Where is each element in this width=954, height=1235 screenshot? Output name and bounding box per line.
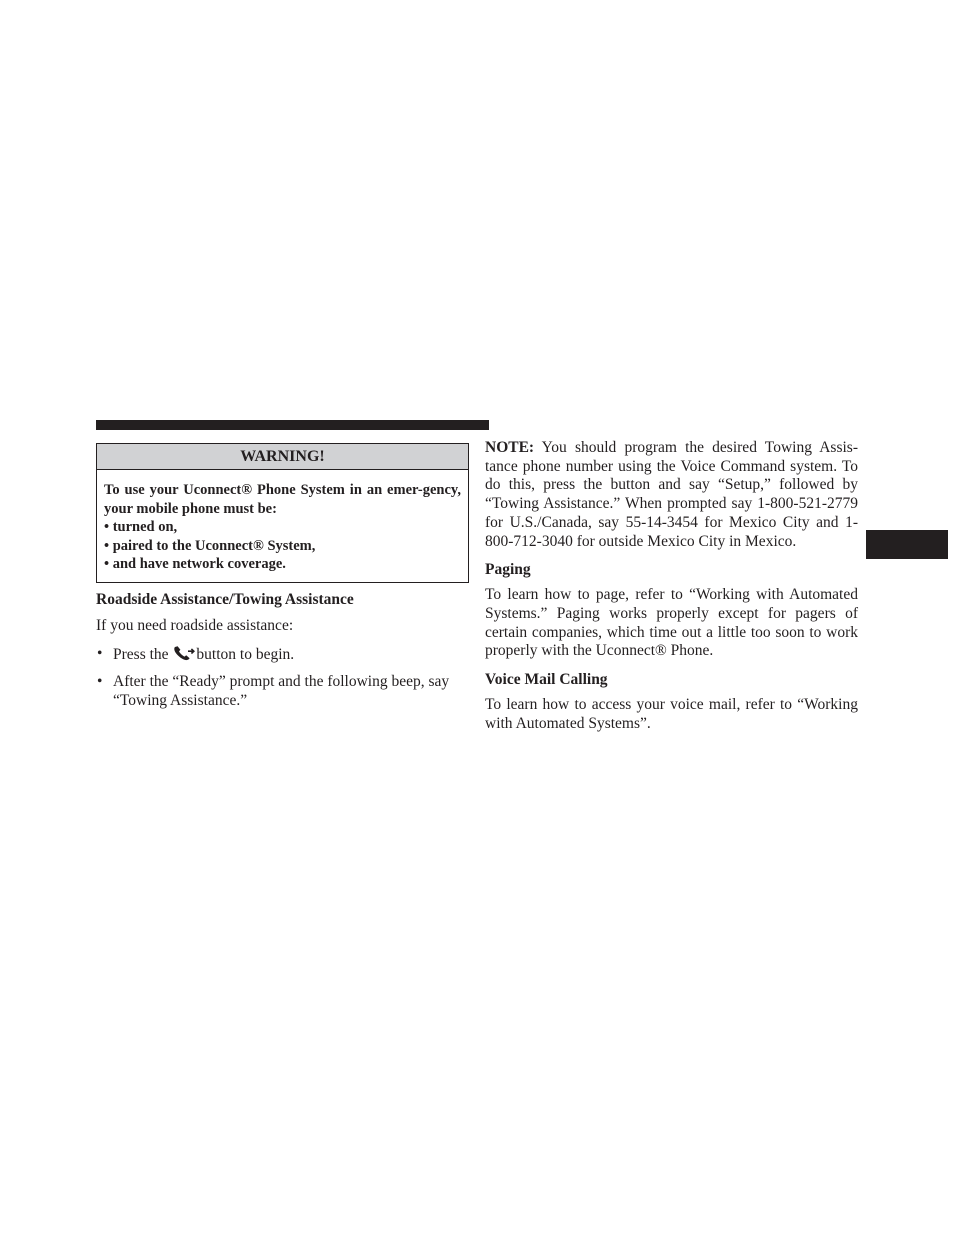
phone-icon (173, 645, 195, 661)
voicemail-heading: Voice Mail Calling (485, 671, 608, 689)
warning-intro: To use your Uconnect® Phone System in an emer-gency, your mobile phone must be: (104, 482, 461, 517)
left-column (96, 443, 469, 711)
paging-text: To learn how to page, refer to “Working with Automated Systems.” Paging works properly except for pagers of certain companies, which time out a little too soon to work properly with the Uconnect® Phone. (485, 586, 858, 660)
roadside-steps (96, 645, 469, 711)
note-label: NOTE: (485, 439, 535, 456)
warning-item: • paired to the Uconnect® System, (104, 537, 316, 554)
list-item: • Press the button to begin. (97, 644, 295, 663)
paging-heading: Paging (485, 561, 531, 579)
roadside-intro: If you need roadside assistance: (96, 616, 294, 634)
right-column (485, 439, 858, 733)
voicemail-text: To learn how to access your voice mail, refer to “Working with Automated Systems”. (485, 696, 858, 732)
section-top-rule (96, 420, 489, 430)
warning-item: • and have network coverage. (104, 556, 286, 573)
list-item: • After the “Ready” prompt and the following beep, say “Towing Assistance.” (97, 673, 450, 710)
chapter-tab (866, 530, 948, 559)
warning-item: • turned on, (104, 519, 178, 536)
roadside-heading: Roadside Assistance/Towing Assistance (96, 590, 354, 608)
note-paragraph: NOTE: You should program the desired Towing Assis-tance phone number using the Voice Command system. To do this, press the button and say “Setup,” followed by “Towing Assistance.” When prompted say 1-800-521-2779 for U.S./Canada, say 55-14-3454 for Mexico City and 1-800-712-3040 for outside Mexico City in Mexico. (485, 439, 858, 550)
warning-title: WARNING! (97, 444, 468, 470)
warning-box (96, 443, 469, 583)
warning-body (97, 470, 468, 582)
